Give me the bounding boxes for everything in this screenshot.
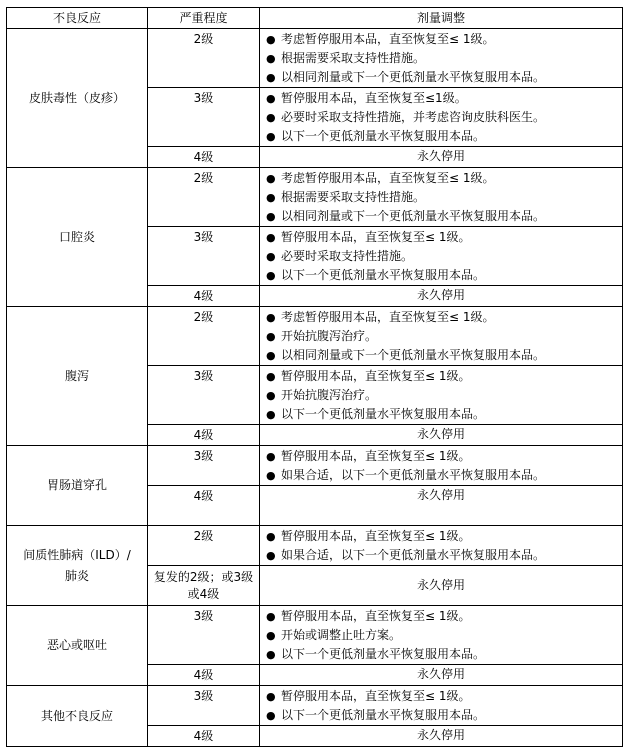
list-item (266, 367, 622, 386)
permanent-discontinue: 永久停用 (260, 566, 623, 606)
bullet-icon: ● (266, 370, 276, 383)
table-row (7, 446, 623, 486)
list-item (266, 228, 622, 247)
list-item (266, 30, 622, 49)
dose-actions (260, 307, 623, 366)
action-text: 暂停服用本品，直至恢复至≤1级。 (281, 91, 467, 105)
list-item (266, 188, 622, 207)
action-text: 开始抗腹泻治疗。 (281, 388, 378, 402)
severity-grade: 3级 (148, 227, 260, 286)
list-item (266, 127, 622, 146)
dose-actions (260, 366, 623, 425)
bullet-icon: ● (266, 389, 276, 402)
list-item (266, 607, 622, 626)
dose-actions (260, 29, 623, 88)
action-text: 必要时采取支持性措施。 (281, 249, 414, 263)
reaction-name: 其他不良反应 (7, 686, 148, 747)
severity-grade: 2级 (148, 29, 260, 88)
action-text: 开始或调整止吐方案。 (281, 628, 402, 642)
list-item (266, 108, 622, 127)
action-text: 根据需要采取支持性措施。 (281, 51, 426, 65)
table-header-row (7, 8, 623, 29)
bullet-icon: ● (266, 172, 276, 185)
bullet-icon: ● (266, 330, 276, 343)
action-text: 如果合适，以下一个更低剂量水平恢复服用本品。 (281, 468, 546, 482)
bullet-icon: ● (266, 709, 276, 722)
reaction-name: 恶心或呕吐 (7, 606, 148, 686)
list-item (266, 207, 622, 226)
list-item (266, 266, 622, 285)
list-item (266, 706, 622, 725)
list-item (266, 386, 622, 405)
bullet-icon: ● (266, 130, 276, 143)
table-row (7, 686, 623, 726)
severity-grade: 4级 (148, 286, 260, 307)
list-item (266, 169, 622, 188)
bullet-icon: ● (266, 111, 276, 124)
severity-grade: 3级 (148, 686, 260, 726)
bullet-icon: ● (266, 311, 276, 324)
action-text: 以下一个更低剂量水平恢复服用本品。 (281, 407, 486, 421)
list-item (266, 466, 622, 485)
bullet-icon: ● (266, 52, 276, 65)
list-item (266, 49, 622, 68)
dose-actions (260, 526, 623, 566)
list-item (266, 546, 622, 565)
permanent-discontinue: 永久停用 (260, 147, 623, 168)
severity-grade: 3级 (148, 366, 260, 425)
action-text: 以下一个更低剂量水平恢复服用本品。 (281, 647, 486, 661)
severity-grade: 4级 (148, 665, 260, 686)
bullet-icon: ● (266, 250, 276, 263)
action-text: 暂停服用本品，直至恢复至≤ 1级。 (281, 609, 471, 623)
action-text: 以相同剂量或下一个更低剂量水平恢复服用本品。 (281, 70, 546, 84)
dose-actions (260, 606, 623, 665)
action-text: 以相同剂量或下一个更低剂量水平恢复服用本品。 (281, 348, 546, 362)
action-text: 以下一个更低剂量水平恢复服用本品。 (281, 129, 486, 143)
list-item (266, 346, 622, 365)
bullet-icon: ● (266, 450, 276, 463)
action-text: 必要时采取支持性措施，并考虑咨询皮肤科医生。 (281, 110, 546, 124)
table-row (7, 307, 623, 366)
action-text: 考虑暂停服用本品，直至恢复至≤ 1级。 (281, 310, 495, 324)
bullet-icon: ● (266, 269, 276, 282)
action-text: 暂停服用本品，直至恢复至≤ 1级。 (281, 529, 471, 543)
list-item (266, 447, 622, 466)
action-text: 暂停服用本品，直至恢复至≤ 1级。 (281, 689, 471, 703)
header-reaction: 不良反应 (7, 8, 148, 29)
bullet-icon: ● (266, 469, 276, 482)
list-item (266, 527, 622, 546)
list-item (266, 89, 622, 108)
bullet-icon: ● (266, 92, 276, 105)
reaction-name: 腹泻 (7, 307, 148, 446)
reaction-name: 皮肤毒性（皮疹） (7, 29, 148, 168)
bullet-icon: ● (266, 191, 276, 204)
action-text: 暂停服用本品，直至恢复至≤ 1级。 (281, 369, 471, 383)
table-row (7, 526, 623, 566)
severity-grade: 3级 (148, 446, 260, 486)
dose-actions (260, 686, 623, 726)
bullet-icon: ● (266, 648, 276, 661)
bullet-icon: ● (266, 33, 276, 46)
dose-actions (260, 88, 623, 147)
severity-grade: 复发的2级；或3级或4级 (148, 566, 260, 606)
list-item (266, 626, 622, 645)
dose-actions (260, 446, 623, 486)
action-text: 开始抗腹泻治疗。 (281, 329, 378, 343)
bullet-icon: ● (266, 71, 276, 84)
severity-grade: 2级 (148, 168, 260, 227)
severity-grade: 3级 (148, 88, 260, 147)
bullet-icon: ● (266, 349, 276, 362)
action-text: 考虑暂停服用本品，直至恢复至≤ 1级。 (281, 171, 495, 185)
dose-actions (260, 168, 623, 227)
action-text: 以下一个更低剂量水平恢复服用本品。 (281, 708, 486, 722)
severity-grade: 4级 (148, 425, 260, 446)
action-text: 暂停服用本品，直至恢复至≤ 1级。 (281, 449, 471, 463)
bullet-icon: ● (266, 210, 276, 223)
table-row (7, 168, 623, 227)
reaction-name: 口腔炎 (7, 168, 148, 307)
severity-grade: 4级 (148, 726, 260, 747)
header-dose-adjustment: 剂量调整 (260, 8, 623, 29)
action-text: 根据需要采取支持性措施。 (281, 190, 426, 204)
permanent-discontinue: 永久停用 (260, 665, 623, 686)
list-item (266, 247, 622, 266)
action-text: 以相同剂量或下一个更低剂量水平恢复服用本品。 (281, 209, 546, 223)
severity-grade: 4级 (148, 147, 260, 168)
list-item (266, 687, 622, 706)
severity-grade: 2级 (148, 526, 260, 566)
bullet-icon: ● (266, 549, 276, 562)
list-item (266, 327, 622, 346)
severity-grade: 2级 (148, 307, 260, 366)
action-text: 如果合适，以下一个更低剂量水平恢复服用本品。 (281, 548, 546, 562)
action-text: 考虑暂停服用本品，直至恢复至≤ 1级。 (281, 32, 495, 46)
reaction-name: 间质性肺病（ILD）/肺炎 (7, 526, 148, 606)
table-row (7, 606, 623, 665)
bullet-icon: ● (266, 408, 276, 421)
permanent-discontinue: 永久停用 (260, 425, 623, 446)
permanent-discontinue: 永久停用 (260, 286, 623, 307)
bullet-icon: ● (266, 530, 276, 543)
severity-grade: 3级 (148, 606, 260, 665)
bullet-icon: ● (266, 690, 276, 703)
action-text: 以下一个更低剂量水平恢复服用本品。 (281, 268, 486, 282)
bullet-icon: ● (266, 231, 276, 244)
bullet-icon: ● (266, 629, 276, 642)
severity-grade: 4级 (148, 486, 260, 526)
list-item (266, 645, 622, 664)
action-text: 暂停服用本品，直至恢复至≤ 1级。 (281, 230, 471, 244)
list-item (266, 308, 622, 327)
permanent-discontinue: 永久停用 (260, 486, 623, 526)
table-row (7, 29, 623, 88)
list-item (266, 405, 622, 424)
dose-adjustment-table (6, 7, 623, 747)
permanent-discontinue: 永久停用 (260, 726, 623, 747)
list-item (266, 68, 622, 87)
dose-actions (260, 227, 623, 286)
header-severity: 严重程度 (148, 8, 260, 29)
reaction-name: 胃肠道穿孔 (7, 446, 148, 526)
bullet-icon: ● (266, 610, 276, 623)
